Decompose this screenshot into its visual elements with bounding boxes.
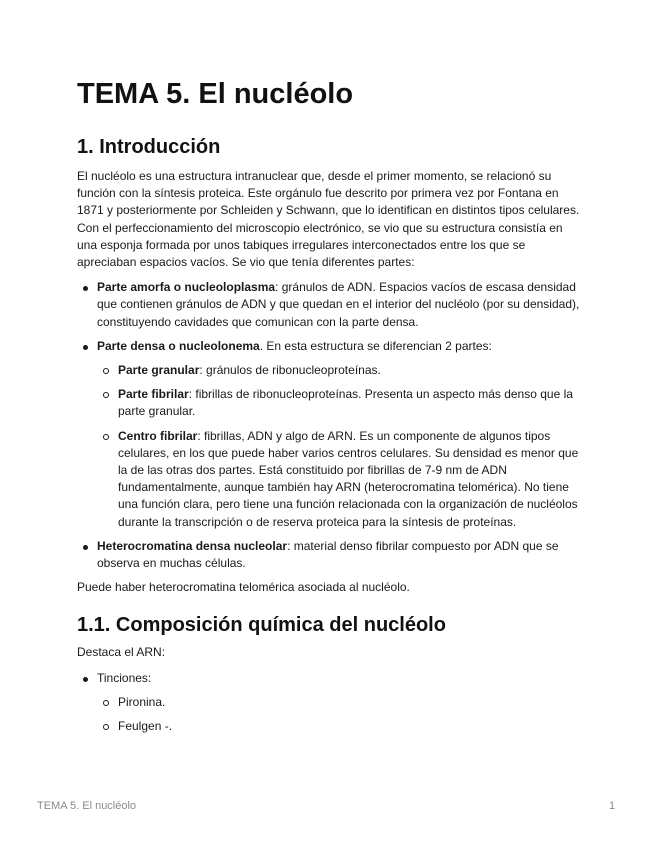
desc-heterocromatina: : material denso fibrilar compuesto por ADN que se observa en muchas células. bbox=[97, 538, 559, 571]
tinciones-label: Tinciones: bbox=[97, 670, 152, 685]
desc-centro-fibrilar: : fibrillas, ADN y algo de ARN. Es un componente de algunos tipos celulares, en los que puede haber varios centros celulares. Su densidad es menor que la de las otras dos partes. Está constituido por fibrillas de 7-9 nm de ADN fundamentalmente, aunque también hay ARN (heterocromatina telomérica). No tiene una función clara, pero tiene una función relacionada con la organización de nucléolos durante la transcripción o de reserva proteica para la síntesis de proteínas. bbox=[118, 428, 579, 529]
sublist-item-centro-fibrilar bbox=[97, 428, 580, 531]
term-parte-fibrilar: Parte fibrilar bbox=[118, 387, 189, 402]
composicion-intro: Destaca el ARN: bbox=[77, 645, 166, 660]
desc-parte-fibrilar: : fibrillas de ribonucleoproteínas. Presenta un aspecto más denso que la parte granular. bbox=[118, 387, 573, 419]
list-item-parte-densa bbox=[77, 338, 580, 531]
desc-parte-densa: . En esta estructura se diferencian 2 partes: bbox=[259, 338, 492, 353]
footer-page-number: 1 bbox=[609, 800, 616, 812]
parts-list bbox=[77, 279, 580, 572]
closing-paragraph: Puede haber heterocromatina telomérica asociada al nucléolo. bbox=[77, 580, 410, 595]
sublist-item-pironina: Pironina. bbox=[97, 694, 580, 711]
sublist-item-feulgen: Feulgen -. bbox=[97, 718, 580, 735]
section-heading-composicion: 1.1. Composición química del nucléolo bbox=[77, 614, 446, 637]
parte-densa-sublist bbox=[97, 362, 580, 531]
list-item-heterocromatina bbox=[77, 538, 580, 572]
term-centro-fibrilar: Centro fibrilar bbox=[118, 428, 198, 443]
footer-title: TEMA 5. El nucléolo bbox=[37, 800, 137, 812]
sublist-item-parte-fibrilar bbox=[97, 386, 580, 420]
document-body bbox=[77, 134, 580, 735]
desc-parte-amorfa: : gránulos de ADN. Espacios vacíos de escasa densidad que contienen gránulos de ADN y que quedan en el interior del nucléolo (por su densidad), constituyendo cavidades que comunican con la parte densa. bbox=[97, 280, 580, 329]
composicion-list bbox=[77, 670, 580, 736]
section-heading-introduccion: 1. Introducción bbox=[77, 136, 221, 158]
sublist-item-parte-granular bbox=[97, 362, 580, 379]
intro-paragraph: El nucléolo es una estructura intranuclear que, desde el primer momento, se relacionó su función con la síntesis proteica. Este orgánulo fue descrito por primera vez por Fontana en 1871 y posteriormente por Schleiden y Schwann, que lo identifican en distintos tipos celulares. Con el perfeccionamiento del microscopio electrónico, se vio que su estructura consistía en una esponja formada por unos tabiques irregulares interconectados entre los que se apreciaban espacios vacíos. Se vio que tenía diferentes partes: bbox=[77, 169, 580, 270]
list-item-tinciones bbox=[77, 670, 580, 736]
tinciones-sublist bbox=[97, 694, 580, 735]
term-parte-densa: Parte densa o nucleolonema bbox=[97, 338, 260, 353]
term-heterocromatina: Heterocromatina densa nucleolar bbox=[97, 538, 288, 553]
term-parte-amorfa: Parte amorfa o nucleoloplasma bbox=[97, 280, 276, 295]
list-item-parte-amorfa bbox=[77, 279, 580, 331]
desc-parte-granular: : gránulos de ribonucleoproteínas. bbox=[199, 363, 381, 378]
term-parte-granular: Parte granular bbox=[118, 363, 200, 378]
document-title: TEMA 5. El nucléolo bbox=[77, 78, 354, 110]
